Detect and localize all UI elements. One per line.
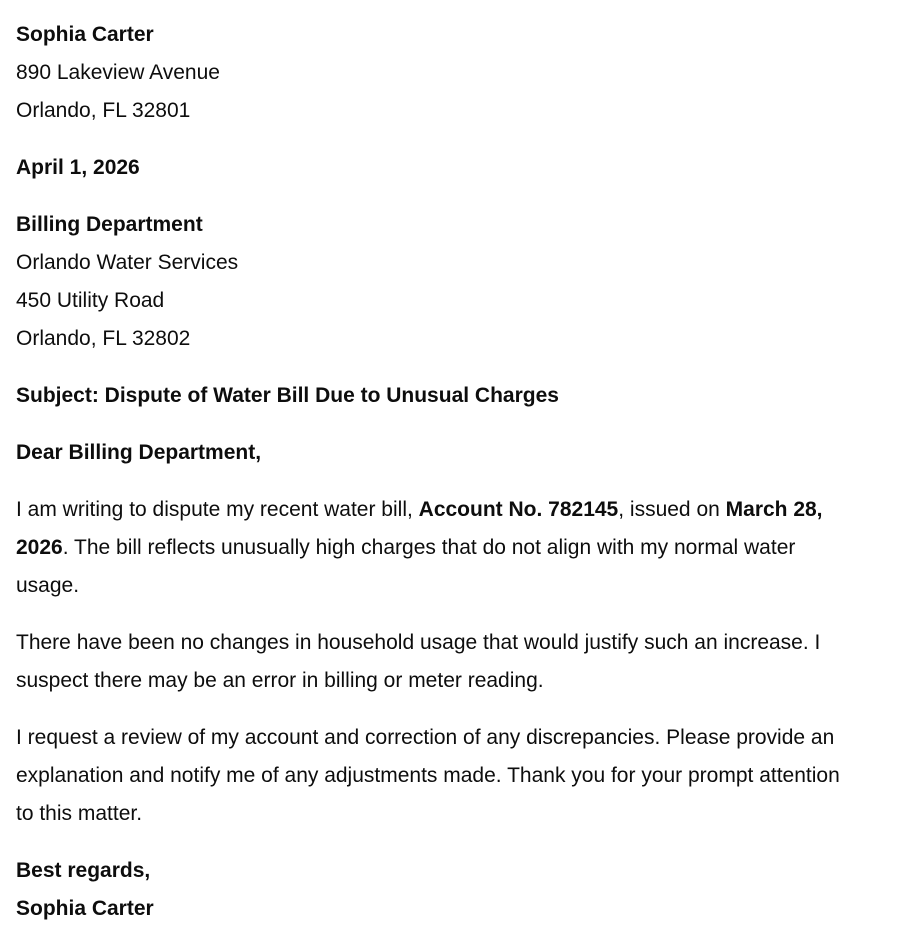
salutation: Dear Billing Department, xyxy=(16,441,262,464)
body-paragraph-1 xyxy=(16,491,860,605)
recipient-address-block xyxy=(16,206,860,358)
sender-name: Sophia Carter xyxy=(16,23,154,46)
paragraph-one-text xyxy=(16,491,860,605)
body-paragraph-3 xyxy=(16,719,860,833)
sender-street: 890 Lakeview Avenue xyxy=(16,61,220,84)
body-paragraph-2 xyxy=(16,624,860,700)
subject-line: Subject: Dispute of Water Bill Due to Unusual Charges xyxy=(16,384,559,407)
account-number-reference: Account No. 782145 xyxy=(418,498,619,521)
recipient-department: Billing Department xyxy=(16,213,203,236)
paragraph-one-segment-3: . The bill reflects unusually high charges that do not align with my normal water usage. xyxy=(16,536,796,597)
recipient-city-state-zip: Orlando, FL 32802 xyxy=(16,327,191,350)
subject-block xyxy=(16,377,860,415)
signature-name: Sophia Carter xyxy=(16,897,154,920)
recipient-organization: Orlando Water Services xyxy=(16,251,239,274)
sender-address-block xyxy=(16,16,860,130)
paragraph-three-text: I request a review of my account and correction of any discrepancies. Please provide an explanation and notify me of any adjustments made. Thank you for your prompt attention to this matter. xyxy=(16,726,840,825)
closing-block xyxy=(16,852,860,928)
letter-date: April 1, 2026 xyxy=(16,156,140,179)
valediction: Best regards, xyxy=(16,859,151,882)
sender-city-state-zip: Orlando, FL 32801 xyxy=(16,99,191,122)
salutation-block xyxy=(16,434,860,472)
letter-date-block xyxy=(16,149,860,187)
recipient-street: 450 Utility Road xyxy=(16,289,165,312)
paragraph-one-segment-1: I am writing to dispute my recent water bill, xyxy=(16,498,419,521)
paragraph-two-text: There have been no changes in household usage that would justify such an increase. I suspect there may be an error in billing or meter reading. xyxy=(16,631,821,692)
bill-issue-date: March 28, 2026 xyxy=(16,498,823,559)
paragraph-one-segment-2: , issued on xyxy=(618,498,726,521)
